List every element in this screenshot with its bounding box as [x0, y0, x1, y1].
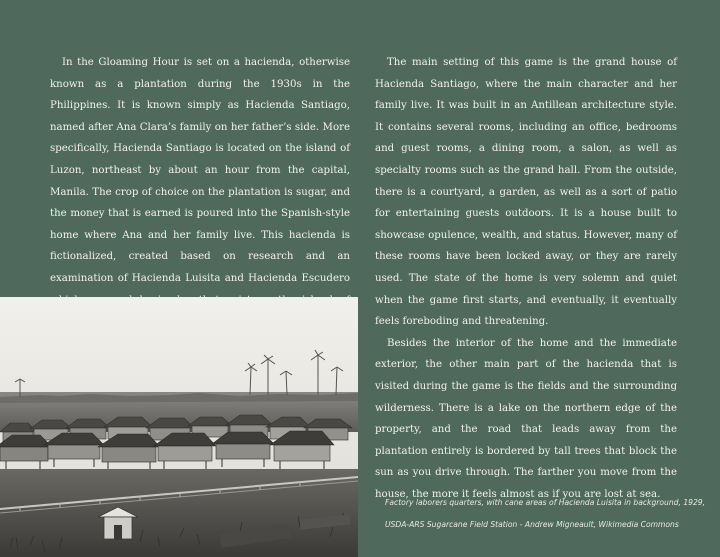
- paragraph: The main setting of this game is the grand house of Hacienda Santiago, where the main character and her family live. It was built in an Antillean architecture style. It contains several rooms, including an office, bedrooms and guest rooms, a dining room, a salon, as well as specialty rooms such as the grand hall. From the outside, there is a courtyard, a garden, as well as a sort of patio for entertaining guests outdoors. It is a house built to showcase opulence, wealth, and status. However, many of these rooms have been locked away, or they are rarely used. The state of the home is very solemn and quiet when the game first starts, and eventually, it eventually feels foreboding and threatening.: [375, 57, 677, 328]
- left-text-column: [50, 52, 350, 333]
- right-text-column: [375, 52, 677, 505]
- historical-photo: [0, 297, 358, 557]
- photo-caption: [385, 492, 706, 536]
- caption-line-1: Factory laborers quarters, with cane areas of Hacienda Luisita in background, 1929,: [385, 498, 706, 507]
- paragraph: In the Gloaming Hour is set on a hacienda, otherwise known as a plantation during the 1930s in the Philippines. It is known simply as Hacienda Santiago, named after Ana Clara’s family on her father’s side. More specifically, Hacienda Santiago is located on the island of Luzon, northeast by about an hour from the capital, Manila. The crop of choice on the plantation is sugar, and the money that is earned is poured into the Spanish-style home where Ana and her family live. This hacienda is fictionalized, created based on research and an examination of Hacienda Luisita and Hacienda Escudero: [50, 57, 350, 284]
- caption-line-2: USDA-ARS Sugarcane Field Station - Andrew Migneault, Wikimedia Commons: [385, 520, 679, 529]
- paragraph: Besides the interior of the home and the immediate exterior, the other main part of the hacienda that is visited during the game is the fields and the surrounding wilderness. There is a lake on the northern edge of the property, and the road that leads away from the plantation entirely is bordered by tall trees that block the sun as you drive through. The farther you move from the house, the more it feels almost as if you are lost at sea.: [375, 337, 677, 500]
